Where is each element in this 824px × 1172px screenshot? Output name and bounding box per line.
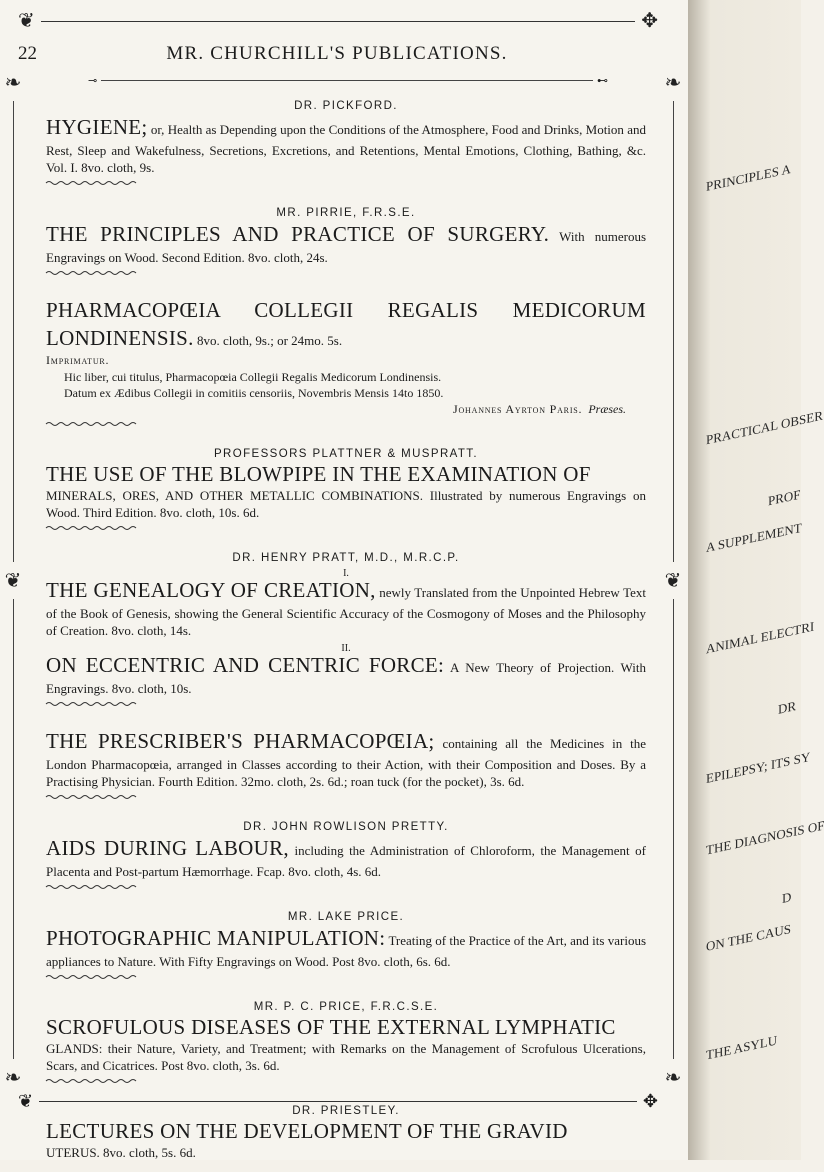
left-border-ornament xyxy=(4,70,22,1090)
entry-author: MR. LAKE PRICE. xyxy=(287,911,405,924)
imprimatur-signature-title: Præses. xyxy=(588,401,626,416)
imprimatur-line: Hic liber, cui titulus, Pharmacopœia Collegii Regalis Medicorum Londinensis. xyxy=(64,369,442,384)
entry-description: Illustrated by numerous Engravings on Wood. Third Edition. 8vo. cloth, 10s. 6d. xyxy=(46,488,647,521)
wavy-rule xyxy=(46,701,136,707)
facing-page-text: ANIMAL ELECTRI xyxy=(706,618,815,657)
publication-list xyxy=(46,90,646,1172)
page-number: 22 xyxy=(18,43,37,64)
facing-page-text: A SUPPLEMENT xyxy=(706,519,802,556)
entry-title: THE PRESCRIBER'S PHARMACOPŒIA; xyxy=(46,729,435,754)
rule-end-icon: ⊸ xyxy=(88,74,98,87)
facing-page-text: PROF xyxy=(768,486,801,509)
scroll-ornament-icon: ✥ xyxy=(641,10,658,32)
entry-description: newly Translated from the Unpointed Hebrew Text of the Book of Genesis, showing the General Scientific Accuracy of the Cosmogony of Moses and the Philosophy of Creation. 8vo. cloth, 14s. xyxy=(46,585,646,639)
list-item xyxy=(46,911,646,991)
entry-title: AIDS DURING LABOUR, xyxy=(46,836,289,861)
rule-end-icon: ⊷ xyxy=(597,74,608,87)
entry-description: UTERUS. 8vo. cloth, 5s. 6d. xyxy=(46,1145,196,1161)
list-item xyxy=(46,297,646,438)
list-item xyxy=(46,448,646,542)
entry-description: or, Health as Depending upon the Conditions of the Atmosphere, Food and Drinks, Motion and Rest, Sleep and Wakefulness, Secretions, Excretions, and Retentions, Mental Emotions, Clothing, Bathing, &c. Vol. I. 8vo. cloth, 9s. xyxy=(46,122,646,175)
facing-page-text: PRACTICAL OBSER xyxy=(706,407,823,448)
fleuron-icon: ❧ xyxy=(4,72,22,94)
imprimatur-line: Datum ex Ædibus Collegii in comitiis censoriis, Novembris Mensis 14to 1850. xyxy=(64,385,444,400)
wavy-rule xyxy=(46,884,136,890)
fleuron-icon: ❦ xyxy=(18,10,35,32)
facing-page-text: THE ASYLU xyxy=(706,1032,778,1063)
list-item xyxy=(46,100,646,197)
entry-description: Treating of the Practice of the Art, and its various appliances to Nature. With Fifty Engravings on Wood. Post 8vo. cloth, 6s. 6d. xyxy=(46,933,647,969)
wavy-rule xyxy=(46,270,136,276)
facing-page-text: D xyxy=(782,889,792,906)
entry-author: DR. HENRY PRATT, M.D., M.R.C.P. xyxy=(232,552,460,565)
fleuron-icon: ❦ xyxy=(4,569,22,592)
entry-description: A New Theory of Projection. With Engravings. 8vo. cloth, 10s. xyxy=(46,660,646,697)
facing-page-text: DR xyxy=(778,698,797,717)
page-header xyxy=(18,34,658,74)
facing-page-text: EPILEPSY; ITS SY xyxy=(706,748,811,787)
list-item xyxy=(46,1105,646,1161)
entry-description: With numerous Engravings on Wood. Second Edition. 8vo. cloth, 24s. xyxy=(46,229,647,265)
wavy-rule xyxy=(46,974,136,980)
fleuron-icon: ❧ xyxy=(4,1067,22,1089)
imprimatur-block xyxy=(46,352,646,417)
list-item xyxy=(46,552,646,718)
entry-description: 8vo. cloth, 9s.; or 24mo. 5s. xyxy=(196,332,343,348)
bottom-border-ornament xyxy=(18,1090,658,1112)
wavy-rule xyxy=(46,180,136,186)
top-border-ornament xyxy=(18,10,658,32)
entry-title: ON ECCENTRIC AND CENTRIC FORCE: xyxy=(46,653,445,678)
entry-author: DR. PRIESTLEY. xyxy=(292,1105,400,1118)
wavy-rule xyxy=(46,525,136,531)
facing-page-text: THE DIAGNOSIS OF xyxy=(706,817,824,858)
entry-title: HYGIENE; xyxy=(46,115,148,139)
fleuron-icon: ❧ xyxy=(664,1067,682,1089)
imprimatur-signature: Johannes Ayrton Paris. xyxy=(453,401,583,416)
section-numeral: I. xyxy=(343,568,349,580)
wavy-rule xyxy=(46,1078,136,1084)
section-numeral: II. xyxy=(341,643,351,655)
facing-page-text: ON THE CAUS xyxy=(706,920,791,955)
wavy-rule xyxy=(46,421,136,427)
entry-title: THE PRINCIPLES AND PRACTICE OF SURGERY. xyxy=(46,222,550,247)
header-rule xyxy=(88,74,608,86)
entry-description: including the Administration of Chloroform, the Management of Placenta and Post-partum Hæmorrhage. Fcap. 8vo. cloth, 4s. 6d. xyxy=(46,843,646,880)
entry-title: THE GENEALOGY OF CREATION, xyxy=(46,578,376,603)
entry-description: GLANDS: their Nature, Variety, and Treatment; with Remarks on the Management of Scrofulous Ulcerations, Scars, and Cicatrices. Post 8vo. cloth, 3s. 6d. xyxy=(46,1041,646,1074)
entry-title: PHOTOGRAPHIC MANIPULATION: xyxy=(46,926,386,951)
entry-title: SCROFULOUS DISEASES OF THE EXTERNAL LYMPHATIC xyxy=(46,1015,616,1040)
entry-title: THE USE OF THE BLOWPIPE IN THE EXAMINATION OF xyxy=(46,462,591,487)
entry-author: PROFESSORS PLATTNER & MUSPRATT. xyxy=(213,448,479,461)
entry-title-continued: MINERALS, ORES, AND OTHER METALLIC COMBINATIONS. xyxy=(46,488,423,504)
wavy-rule xyxy=(46,794,136,800)
facing-page-text: PRINCIPLES A xyxy=(706,160,791,195)
list-item xyxy=(46,821,646,901)
entry-author: MR. PIRRIE, F.R.S.E. xyxy=(276,207,416,220)
entry-title: PHARMACOPŒIA COLLEGII REGALIS MEDICORUM LONDINENSIS. xyxy=(46,297,646,350)
list-item xyxy=(46,728,646,811)
entry-author: MR. P. C. PRICE, F.R.C.S.E. xyxy=(253,1001,439,1014)
entry-author: DR. PICKFORD. xyxy=(294,100,398,112)
list-item xyxy=(46,1001,646,1095)
right-border-ornament xyxy=(664,70,682,1090)
entry-description: containing all the Medicines in the London Pharmacopœia, arranged in Classes according to their Action, with their Composition and Doses. By a Practising Physician. Fourth Edition. 32mo. cloth, 2s. 6d.; roan tuck (for the pocket), 3s. 6d. xyxy=(46,736,646,790)
fleuron-icon: ❦ xyxy=(664,569,682,592)
scroll-ornament-icon: ✥ xyxy=(642,1090,658,1111)
list-item xyxy=(46,207,646,287)
fleuron-icon: ❧ xyxy=(664,72,682,94)
running-head: MR. CHURCHILL'S PUBLICATIONS. xyxy=(166,43,508,64)
entry-author: DR. JOHN ROWLISON PRETTY. xyxy=(243,821,449,834)
entry-title: LECTURES ON THE DEVELOPMENT OF THE GRAVID xyxy=(46,1119,568,1144)
imprimatur-label: Imprimatur. xyxy=(46,353,110,368)
fleuron-icon: ❦ xyxy=(18,1090,34,1111)
facing-page-strip xyxy=(688,0,824,1160)
